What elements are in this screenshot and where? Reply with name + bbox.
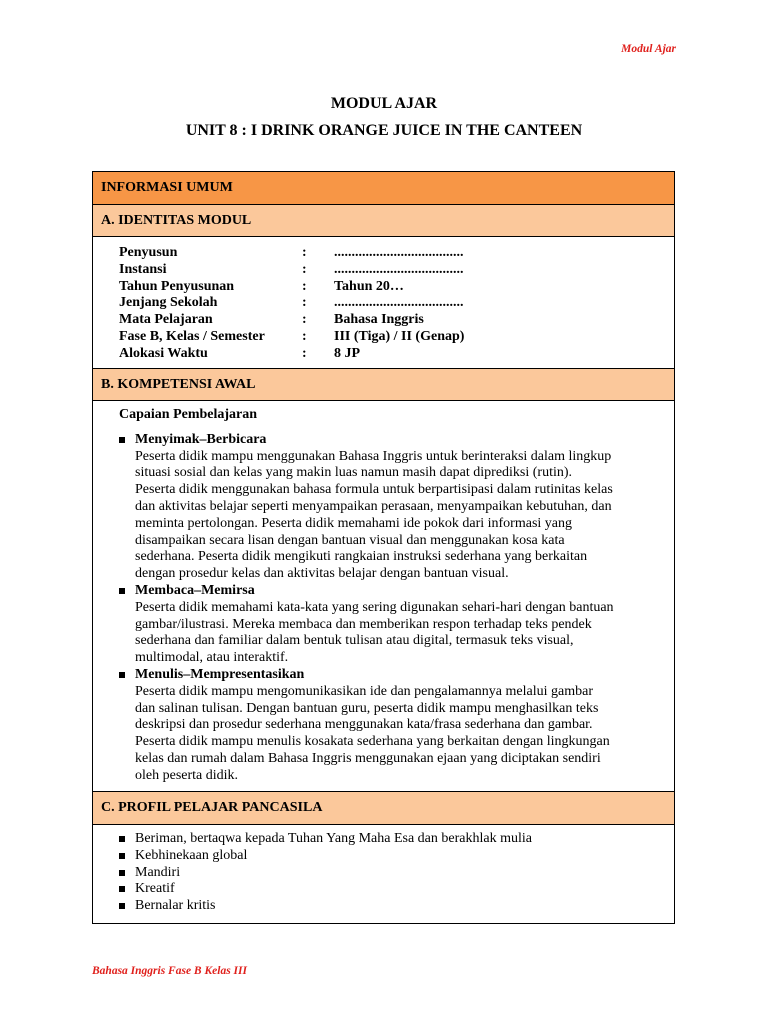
capaian-item-title: Membaca–Memirsa xyxy=(135,582,255,598)
kompetensi-awal-section xyxy=(93,401,674,792)
capaian-line: Peserta didik memahami kata-kata yang sering digunakan sehari-hari dengan bantuan xyxy=(135,599,614,615)
identitas-row xyxy=(119,262,464,279)
capaian-item-title: Menyimak–Berbicara xyxy=(135,431,267,447)
capaian-line: dan aktivitas belajar seperti menyampaikan perasaan, menyampaikan kebutuhan, dan xyxy=(135,498,612,514)
profil-item: Beriman, bertaqwa kepada Tuhan Yang Maha Esa dan berakhlak mulia xyxy=(119,831,532,848)
identitas-colon: : xyxy=(302,312,307,328)
kompetensi-awal-heading: B. KOMPETENSI AWAL xyxy=(93,369,674,401)
identitas-table xyxy=(119,245,464,363)
identitas-row xyxy=(119,279,464,296)
capaian-item xyxy=(119,583,666,667)
capaian-line: Peserta didik mampu menggunakan Bahasa Inggris untuk berinteraksi dalam lingkup xyxy=(135,448,612,464)
identitas-label: Jenjang Sekolah xyxy=(119,295,218,311)
identitas-value: ..................................... xyxy=(334,245,464,260)
capaian-content xyxy=(119,407,666,785)
header-doc-label: Modul Ajar xyxy=(621,43,676,55)
capaian-line: multimodal, atau interaktif. xyxy=(135,650,289,666)
identitas-row xyxy=(119,329,464,346)
profil-item: Kreatif xyxy=(119,881,532,898)
identitas-colon: : xyxy=(302,345,307,361)
identitas-row xyxy=(119,295,464,312)
document-title: MODUL AJAR xyxy=(330,95,438,112)
informasi-umum-heading: INFORMASI UMUM xyxy=(93,172,674,205)
identitas-colon: : xyxy=(302,245,307,260)
identitas-row xyxy=(119,245,464,262)
identitas-value: III (Tiga) / II (Genap) xyxy=(334,328,465,344)
capaian-item xyxy=(119,432,666,583)
capaian-item xyxy=(119,667,666,785)
identitas-label: Penyusun xyxy=(119,245,178,260)
capaian-line: dengan prosedur kelas dan aktivitas belajar dengan bantuan visual. xyxy=(135,566,509,582)
capaian-subheading: Capaian Pembelajaran xyxy=(119,407,258,422)
capaian-line: gambar/ilustrasi. Mereka membaca dan memberikan respon terhadap teks pendek xyxy=(135,616,592,632)
identitas-colon: : xyxy=(302,278,307,294)
identitas-value: 8 JP xyxy=(334,345,361,361)
identitas-modul-heading: A. IDENTITAS MODUL xyxy=(93,205,674,237)
profil-item: Kebhinekaan global xyxy=(119,848,532,865)
identitas-label: Instansi xyxy=(119,261,167,277)
capaian-line: sederhana dan familiar dalam bentuk tulisan atau digital, termasuk teks visual, xyxy=(135,633,574,649)
identitas-value: Bahasa Inggris xyxy=(334,312,424,328)
identitas-modul-section xyxy=(93,237,674,369)
profil-item: Bernalar kritis xyxy=(119,898,532,915)
identitas-colon: : xyxy=(302,328,307,344)
capaian-line: meminta pertolongan. Peserta didik memahami ide pokok dari informasi yang xyxy=(135,515,573,531)
capaian-line: Peserta didik menggunakan bahasa formula untuk berpartisipasi dalam rutinitas kelas xyxy=(135,482,613,498)
capaian-line: deskripsi dan prosedur sederhana menggunakan kata/frasa sederhana dan gambar. xyxy=(135,717,593,733)
identitas-value: Tahun 20… xyxy=(334,278,404,294)
identitas-value: ..................................... xyxy=(334,261,464,277)
capaian-line: kelas dan rumah dalam Bahasa Inggris menggunakan ejaan yang diciptakan sendiri xyxy=(135,750,601,766)
capaian-item-title: Menulis–Mempresentasikan xyxy=(135,666,305,682)
capaian-line: sederhana. Peserta didik mengikuti rangkaian instruksi sederhana yang berkaitan xyxy=(135,549,588,565)
identitas-label: Mata Pelajaran xyxy=(119,312,213,328)
profil-list xyxy=(119,831,532,915)
capaian-line: disampaikan secara lisan dengan bantuan visual dan menggunakan kosa kata xyxy=(135,532,565,548)
profil-pelajar-section xyxy=(93,825,674,923)
capaian-line: oleh peserta didik. xyxy=(135,767,239,783)
capaian-line: Peserta didik mampu menulis kosakata sederhana yang berkaitan dengan lingkungan xyxy=(135,734,610,750)
footer-text: Bahasa Inggris Fase B Kelas III xyxy=(92,965,247,977)
capaian-line: dan salinan tulisan. Dengan bantuan guru, peserta didik mampu menghasilkan teks xyxy=(135,700,599,716)
profil-item: Mandiri xyxy=(119,865,532,882)
identitas-colon: : xyxy=(302,261,307,277)
identitas-colon: : xyxy=(302,295,307,311)
capaian-line: situasi sosial dan kelas yang makin luas namun masih dapat diprediksi (rutin). xyxy=(135,465,573,481)
profil-pelajar-heading: C. PROFIL PELAJAR PANCASILA xyxy=(93,792,674,825)
identitas-row xyxy=(119,346,464,363)
identitas-row xyxy=(119,312,464,329)
capaian-line: Peserta didik mampu mengomunikasikan ide dan pengalamannya melalui gambar xyxy=(135,683,593,699)
unit-title: UNIT 8 : I DRINK ORANGE JUICE IN THE CANTEEN xyxy=(185,122,583,139)
identitas-label: Alokasi Waktu xyxy=(119,345,208,361)
identitas-label: Fase B, Kelas / Semester xyxy=(119,328,265,344)
identitas-value: ..................................... xyxy=(334,295,464,311)
identitas-label: Tahun Penyusunan xyxy=(119,278,235,294)
module-info-frame xyxy=(92,171,675,924)
